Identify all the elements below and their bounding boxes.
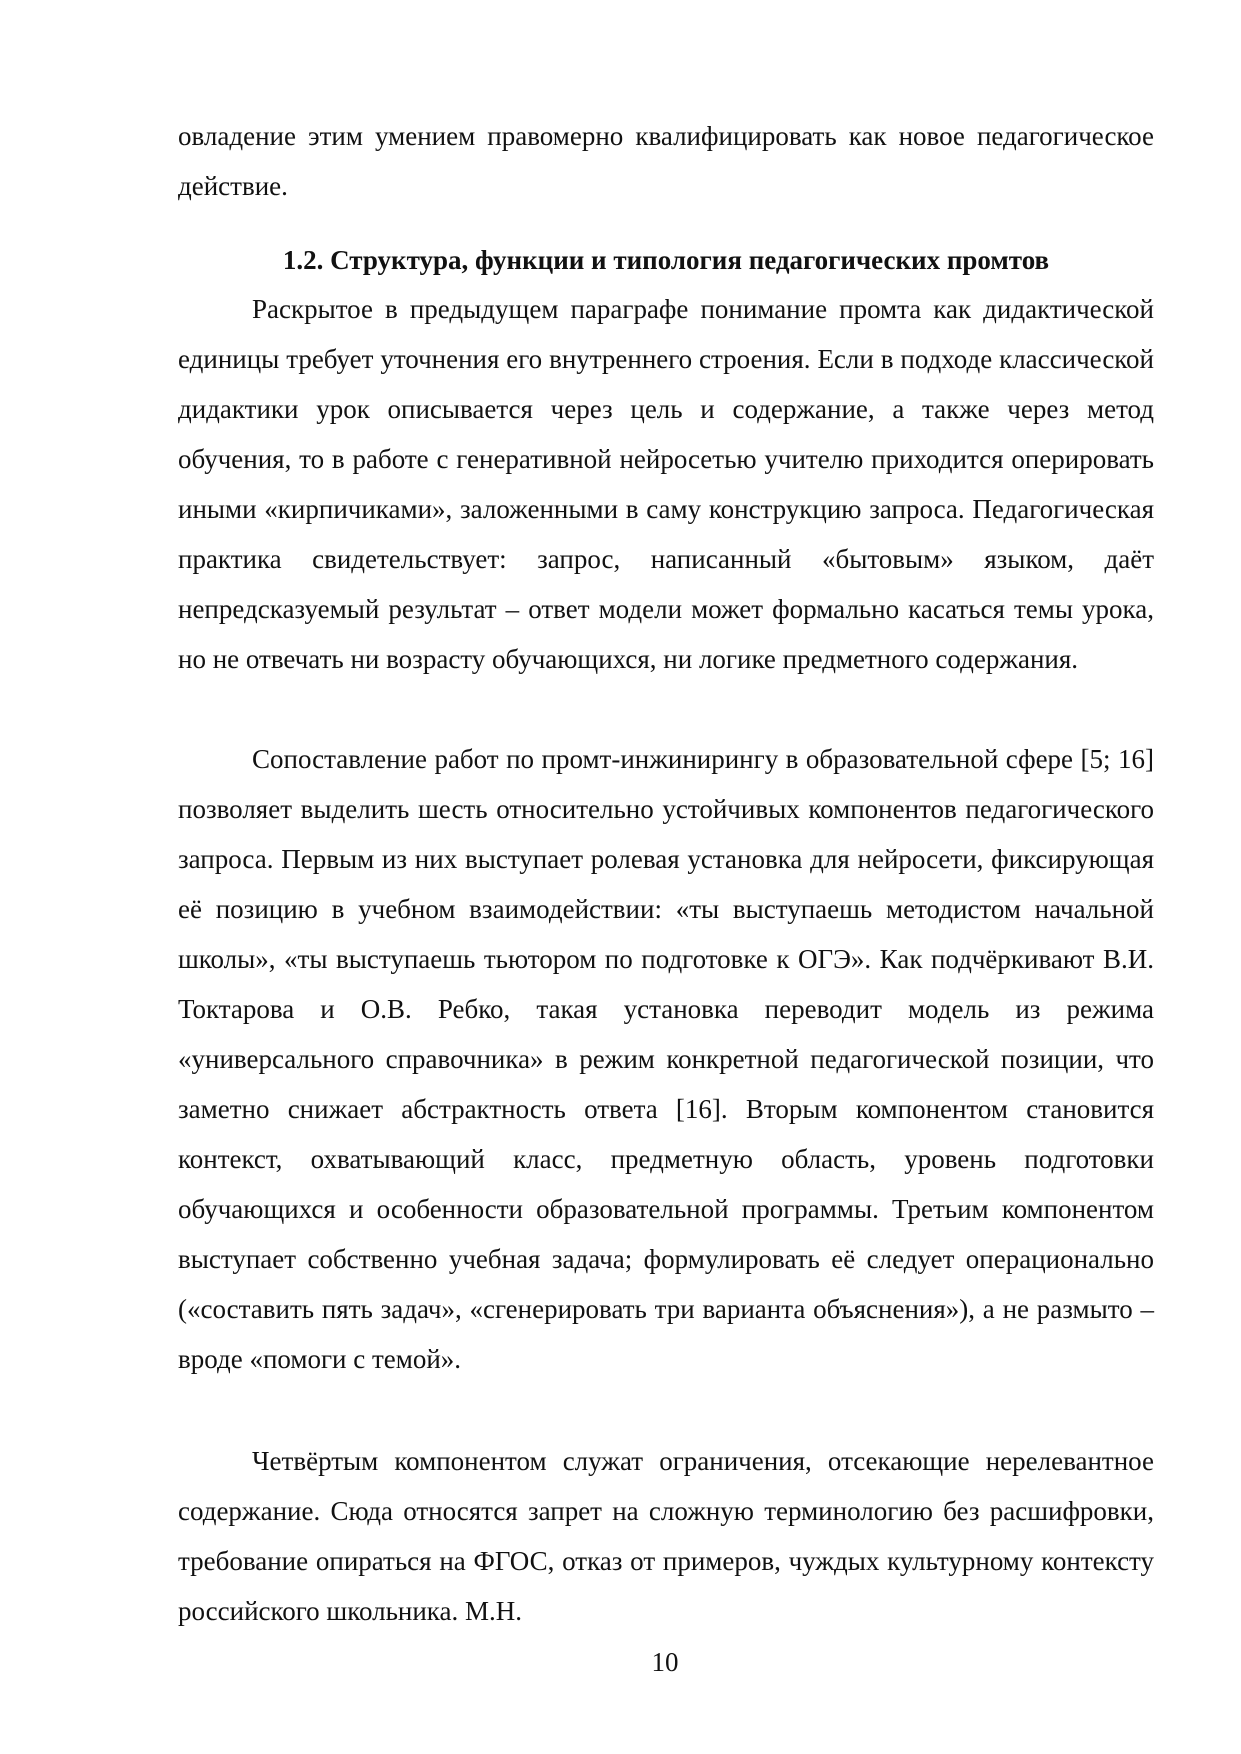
section-heading: 1.2. Структура, функции и типология педагогических промтов [282, 245, 1050, 275]
page-number: 10 [651, 1647, 679, 1677]
body-paragraph: Сопоставление работ по промт-инжинирингу в образовательной сфере [5; 16] позволяет выделить шесть относительно устойчивых компонентов педагогического запроса. Первым из них выступает ролевая установка для нейросети, фиксирующая её позицию в учебном взаимодействии: «ты выступаешь методистом начальной школы», «ты выступаешь тьютором по подготовке к ОГЭ». Как подчёркивают В.И. Токтарова и О.В. Ребко, такая установка переводит модель из режима «универсального справочника» в режим конкретной педагогической позиции, что заметно снижает абстрактность ответа [16]. Вторым компонентом становится контекст, охватывающий класс, предметную область, уровень подготовки обучающихся и особенности образовательной программы. Третьим компонентом выступает собственно учебная задача; формулировать её следует операционально («составить пять задач», «сгенерировать три варианта объяснения»), а не размыто – вроде «помоги с темой». [178, 744, 1154, 1374]
body-paragraph: Раскрытое в предыдущем параграфе понимание промта как дидактической единицы требует уточнения его внутреннего строения. Если в подходе классической дидактики урок описывается через цель и содержание, а также через метод обучения, то в работе с генеративной нейросетью учителю приходится оперировать иными «кирпичиками», заложенными в саму конструкцию запроса. Педагогическая практика свидетельствует: запрос, написанный «бытовым» языком, даёт непредсказуемый результат – ответ модели может формально касаться темы урока, но не отвечать ни возрасту обучающихся, ни логике предметного содержания. [178, 294, 1154, 674]
continuation-paragraph: овладение этим умением правомерно квалифицировать как новое педагогическое действие. [178, 121, 1154, 201]
body-paragraph: Четвёртым компонентом служат ограничения, отсекающие нерелевантное содержание. Сюда относятся запрет на сложную терминологию без расшифровки, требование опираться на ФГОС, отказ от примеров, чуждых культурному контексту российского школьника. М.Н. [178, 1446, 1154, 1626]
